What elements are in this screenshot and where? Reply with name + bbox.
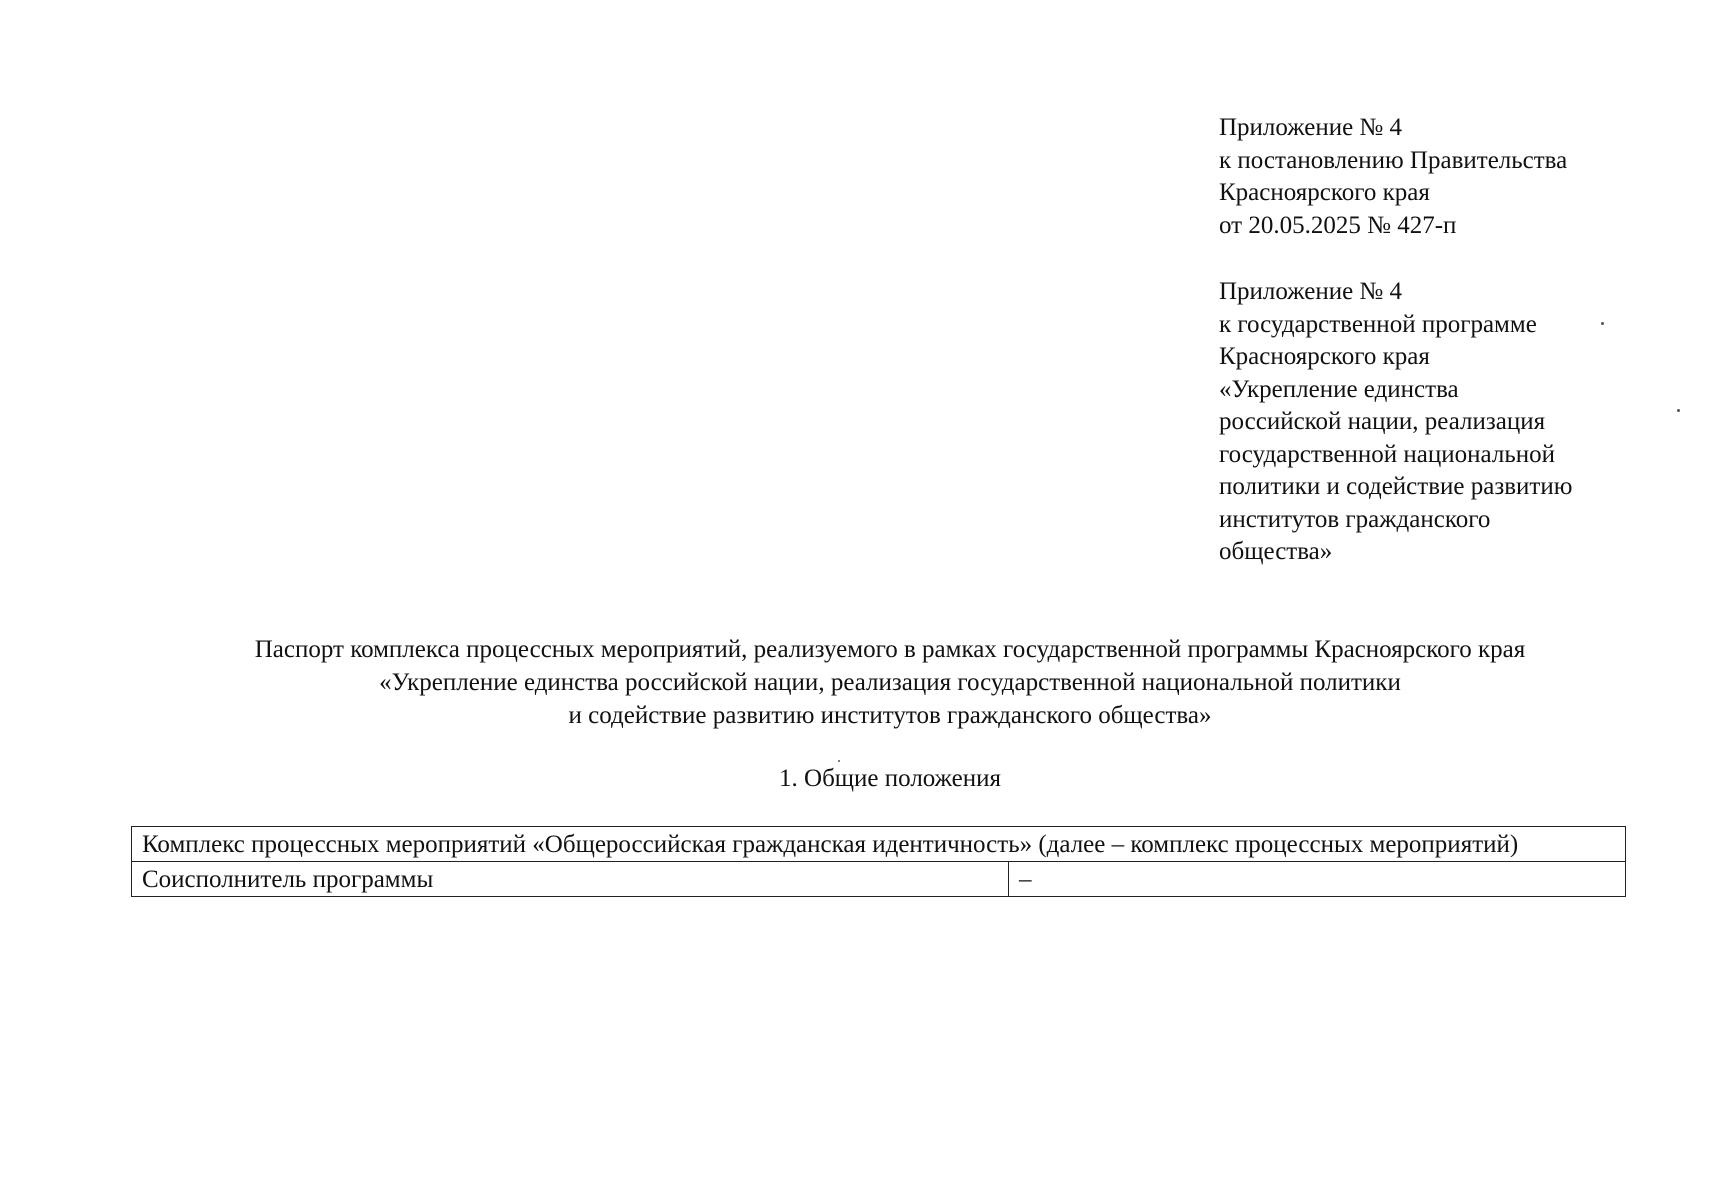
appendix-decree-line: от 20.05.2025 № 427-п [1219,211,1457,239]
co-executor-value-cell: – [1009,862,1626,897]
passport-title [0,633,1713,732]
appendix-decree-line: к постановлению Правительства [1219,146,1568,174]
appendix-program-line: государственной национальной [1219,440,1555,468]
passport-title-line: и содействие развитию институтов гражданского общества» [568,702,1212,729]
appendix-state-program [1219,276,1572,569]
passport-title-line: Паспорт комплекса процессных мероприятий, реализуемого в рамках государственной программы Красноярского края [254,636,1526,663]
scan-speck [838,760,840,762]
scan-speck [1601,322,1604,325]
appendix-program-line: к государственной программе [1219,310,1537,338]
appendix-decree-line: Красноярского края [1219,179,1430,206]
complex-name-cell: Комплекс процессных мероприятий «Общероссийская гражданская идентичность» (далее – комплекс процессных мероприятий) [132,827,1626,862]
table-row [132,862,1626,897]
co-executor-label-cell: Соисполнитель программы [132,862,1009,897]
appendix-program-line: российской нации, реализация [1219,408,1546,435]
appendix-program-line: «Укрепление единства [1219,375,1459,403]
passport-title-line: «Укрепление единства российской нации, реализация государственной национальной политики [379,669,1401,696]
appendix-program-line: общества» [1219,538,1333,565]
appendix-program-line: Красноярского края [1219,343,1430,370]
section-heading: 1. Общие положения [779,765,1001,792]
appendix-program-line: политики и содействие развитию [1219,473,1573,500]
appendix-program-line: Приложение № 4 [1219,278,1403,305]
table-row [132,827,1626,862]
appendix-decree-line: Приложение № 4 [1219,114,1403,141]
appendix-program-line: институтов гражданского [1219,505,1491,533]
general-provisions-table [131,826,1626,897]
appendix-government-decree [1219,112,1567,242]
scan-speck [1677,409,1680,412]
